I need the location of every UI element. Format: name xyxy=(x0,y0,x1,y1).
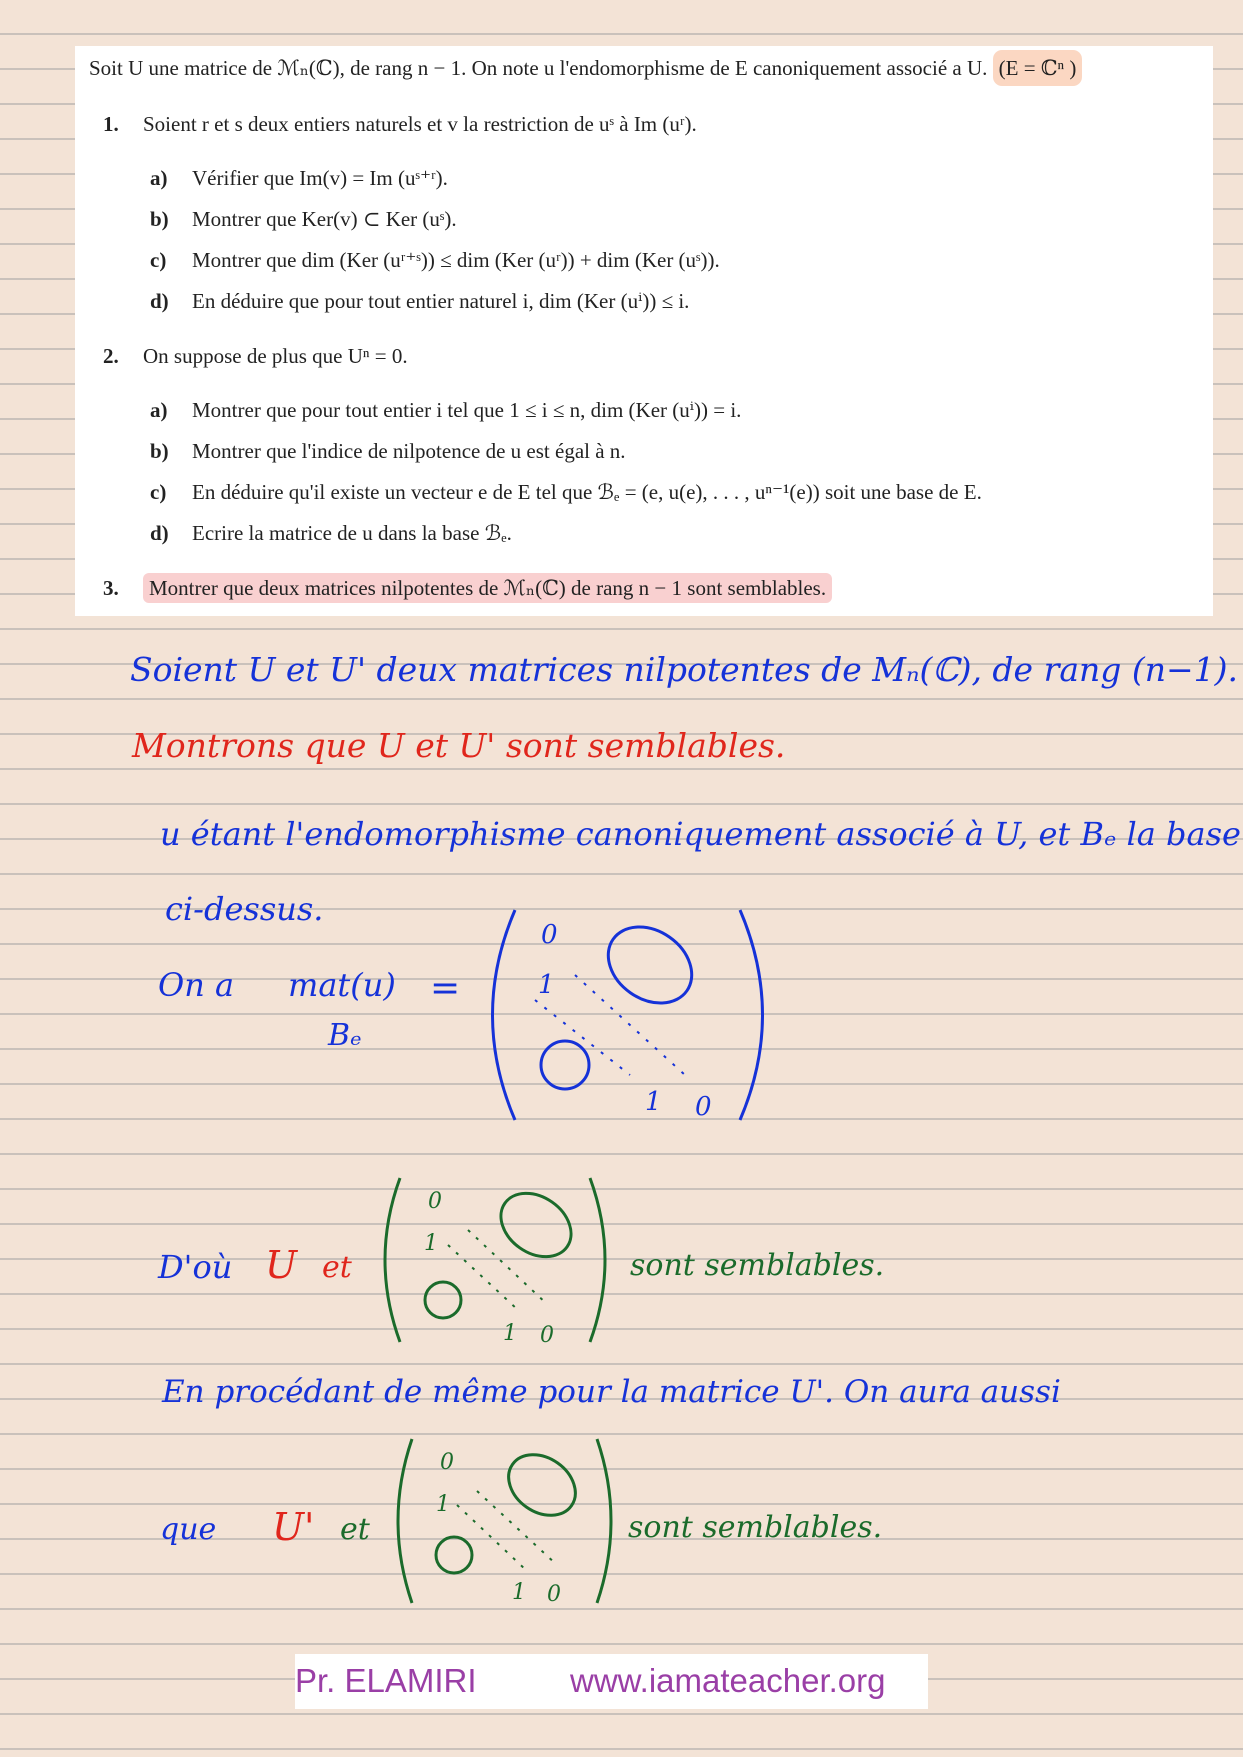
exercise-sheet xyxy=(75,46,1213,616)
question-1: 1. Soient r et s deux entiers naturels et v la restriction de uˢ à Im (uʳ). xyxy=(103,112,697,136)
handwritten-line-1: Soient U et U' deux matrices nilpotentes de Mₙ(ℂ), de rang (n−1). xyxy=(130,650,1239,689)
blue-jordan-matrix xyxy=(475,900,785,1130)
matrix-corner-one: 1 xyxy=(512,1580,526,1605)
matrix-top-zero: 0 xyxy=(440,1450,454,1475)
matrix-bottom-zero: 0 xyxy=(547,1582,561,1607)
matrix-bottom-zero: 0 xyxy=(695,1092,712,1122)
matrix-top-zero: 0 xyxy=(541,920,558,950)
question-2b: b) Montrer que l'indice de nilpotence de u est égal à n. xyxy=(150,439,626,463)
question-1d: d) En déduire que pour tout entier naturel i, dim (Ker (uⁱ)) ≤ i. xyxy=(150,289,690,313)
exercise-intro: Soit U une matrice de ℳₙ(ℂ), de rang n − 1. On note u l'endomorphisme de E canoniquement associé a U. (E = ℂⁿ ) xyxy=(89,56,1082,81)
green-jordan-matrix-2 xyxy=(392,1433,622,1608)
question-number: 2. xyxy=(103,344,119,368)
matrix-top-zero: 0 xyxy=(428,1189,442,1214)
que-text: que xyxy=(160,1512,217,1547)
website-link[interactable]: www.iamateacher.org xyxy=(570,1662,886,1699)
question-number: 3. xyxy=(103,576,119,600)
red-U: U xyxy=(265,1243,298,1287)
footer-banner xyxy=(295,1654,928,1709)
matrix-bottom-zero: 0 xyxy=(540,1323,554,1348)
question-2c: c) En déduire qu'il existe un vecteur e de E tel que ℬₑ = (e, u(e), . . . , uⁿ⁻¹(e)) soit une base de E. xyxy=(150,480,982,504)
highlighted-space-definition: (E = ℂⁿ ) xyxy=(993,50,1083,86)
basis-subscript: Bₑ xyxy=(328,1018,362,1053)
sont-semblables-2: sont semblables. xyxy=(628,1510,883,1545)
author-name: Pr. ELAMIRI xyxy=(295,1662,477,1699)
on-a-text: On a xyxy=(158,966,235,1004)
question-2d: d) Ecrire la matrice de u dans la base ℬₑ. xyxy=(150,521,512,545)
question-1b: b) Montrer que Ker(v) ⊂ Ker (uˢ). xyxy=(150,207,457,231)
handwritten-line-4: ci-dessus. xyxy=(165,890,324,928)
matrix-subdiag-one: 1 xyxy=(424,1231,438,1256)
red-U-prime: U' xyxy=(272,1505,315,1549)
dou-text: D'où xyxy=(158,1248,233,1286)
highlighted-question: Montrer que deux matrices nilpotentes de ℳₙ(ℂ) de rang n − 1 sont semblables. xyxy=(143,573,832,603)
handwritten-line-2: Montrons que U et U' sont semblables. xyxy=(132,726,786,765)
question-2: 2. On suppose de plus que Uⁿ = 0. xyxy=(103,344,408,368)
red-et: et xyxy=(322,1250,352,1285)
question-1a: a) Vérifier que Im(v) = Im (uˢ⁺ʳ). xyxy=(150,166,448,190)
handwritten-line-3: u étant l'endomorphisme canoniquement associé à U, et Bₑ la base xyxy=(160,815,1241,853)
mat-u-text: mat(u) xyxy=(288,966,396,1004)
handwritten-line-7: En procédant de même pour la matrice U'. On aura aussi xyxy=(162,1374,1061,1410)
matrix-subdiag-one: 1 xyxy=(436,1492,450,1517)
question-number: 1. xyxy=(103,112,119,136)
equals-sign: = xyxy=(430,968,461,1009)
sont-semblables-1: sont semblables. xyxy=(630,1248,885,1283)
green-jordan-matrix-1 xyxy=(378,1170,618,1350)
matrix-corner-one: 1 xyxy=(503,1321,517,1346)
green-et: et xyxy=(340,1512,370,1547)
question-2a: a) Montrer que pour tout entier i tel que 1 ≤ i ≤ n, dim (Ker (uⁱ)) = i. xyxy=(150,398,742,422)
question-3 xyxy=(103,576,832,601)
matrix-subdiag-one: 1 xyxy=(538,970,555,1000)
matrix-corner-one: 1 xyxy=(645,1087,662,1117)
question-1c: c) Montrer que dim (Ker (uʳ⁺ˢ)) ≤ dim (Ker (uʳ)) + dim (Ker (uˢ)). xyxy=(150,248,720,272)
